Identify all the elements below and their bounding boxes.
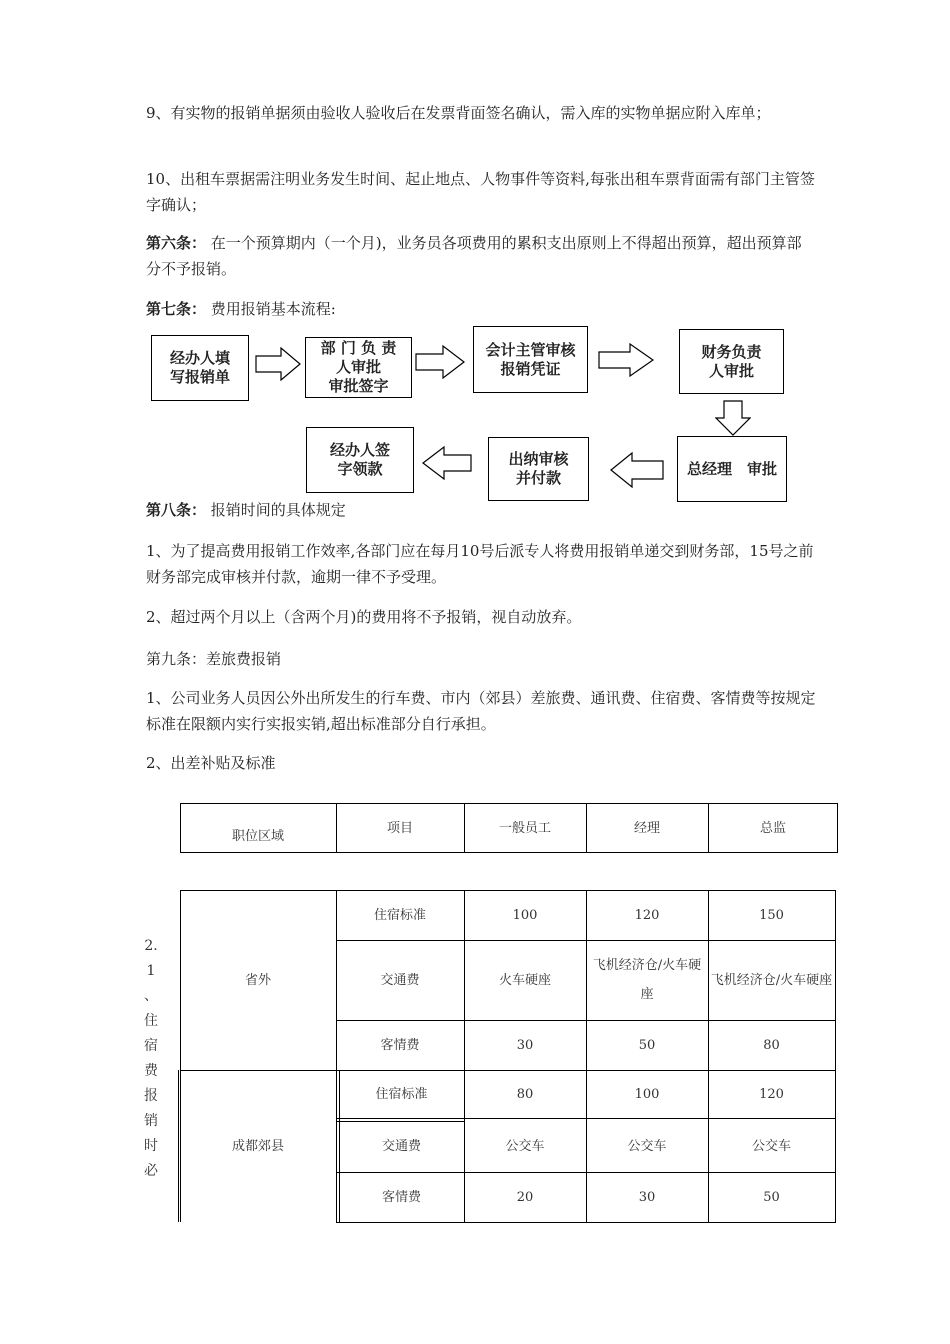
side-char: 2. <box>144 938 158 954</box>
arrow-left-icon <box>422 446 472 480</box>
item-cell: 住宿标准 <box>375 1086 428 1102</box>
side-char: 时 <box>144 1138 158 1154</box>
article-9-item-2: 2、出差补贴及标准 <box>146 754 276 772</box>
side-char: 费 <box>144 1063 158 1079</box>
value-cell: 80 <box>516 1086 534 1102</box>
flow-step-fill-form: 经办人填写报销单 <box>151 335 249 401</box>
flow-step-cashier-payment: 出纳审核并付款 <box>488 437 589 501</box>
arrow-left-icon <box>610 452 664 488</box>
value-cell: 公交车 <box>627 1139 667 1154</box>
flow-step-sign-receive: 经办人签字领款 <box>306 427 414 493</box>
value-cell: 公交车 <box>751 1139 791 1154</box>
value-cell: 50 <box>763 1189 780 1205</box>
side-char: 宿 <box>144 1038 158 1054</box>
article-6-label: 第六条： <box>146 234 207 252</box>
value-cell: 飞机经济仓/火车硬座 <box>592 958 702 1002</box>
value-cell: 公交车 <box>505 1139 545 1154</box>
value-cell: 120 <box>759 1086 784 1102</box>
article-7-label: 第七条： <box>146 300 207 318</box>
clause-9: 9、有实物的报销单据须由验收人验收后在发票背面签名确认，需入库的实物单据应附入库单； <box>146 104 771 122</box>
value-cell: 20 <box>516 1189 534 1205</box>
article-9: 第九条：差旅费报销 <box>146 650 282 668</box>
article-8-text: 报销时间的具体规定 <box>210 501 346 519</box>
side-char: 住 <box>144 1013 158 1029</box>
article-7 <box>146 296 816 322</box>
header-item: 项目 <box>386 820 413 836</box>
value-cell: 飞机经济仓/火车硬座 <box>710 972 833 988</box>
value-cell: 150 <box>759 907 784 923</box>
arrow-down-icon <box>715 400 751 436</box>
arrow-right-icon <box>415 345 465 379</box>
value-cell: 100 <box>634 1086 660 1102</box>
region-chengdu-suburbs: 成都郊县 <box>231 1138 284 1154</box>
clause-10: 10、出租车票据需注明业务发生时间、起止地点、人物事件等资料,每张出租车票背面需有部门主管签字确认； <box>146 170 815 214</box>
article-8-item-2: 2、超过两个月以上（含两个月)的费用将不予报销，视自动放弃。 <box>146 608 582 626</box>
region-outside-province: 省外 <box>244 972 271 988</box>
value-cell: 火车硬座 <box>498 972 551 988</box>
article-7-text: 费用报销基本流程: <box>210 300 336 318</box>
article-6 <box>146 230 816 282</box>
arrow-right-icon <box>255 347 301 381</box>
article-8 <box>146 497 816 523</box>
side-char: 、 <box>144 988 158 1004</box>
item-cell: 客情费 <box>381 1189 421 1205</box>
header-staff: 一般员工 <box>498 820 551 836</box>
value-cell: 80 <box>763 1037 780 1053</box>
article-8-item-1: 1、为了提高费用报销工作效率,各部门应在每月10号后派专人将费用报销单递交到财务部，15号之前财务部完成审核并付款，逾期一律不予受理。 <box>146 542 814 586</box>
header-director: 总监 <box>759 820 786 836</box>
item-cell: 客情费 <box>380 1037 420 1053</box>
flow-step-gm-approval: 总经理 审批 <box>677 436 787 502</box>
flow-step-finance-approval: 财务负责人审批 <box>679 329 784 394</box>
item-cell: 交通费 <box>380 972 420 988</box>
side-char: 报 <box>144 1088 158 1104</box>
flow-step-accounting-review: 会计主管审核报销凭证 <box>473 326 588 393</box>
value-cell: 50 <box>638 1037 656 1053</box>
article-8-label: 第八条： <box>146 501 207 519</box>
value-cell: 30 <box>638 1189 656 1205</box>
item-cell: 住宿标准 <box>373 907 426 923</box>
flow-step-dept-approval: 部 门 负 责 人审批 审批签字 <box>305 337 412 398</box>
article-9-item-1: 1、公司业务人员因公外出所发生的行车费、市内（郊县）差旅费、通讯费、住宿费、客情费等按规定标准在限额内实行实报实销,超出标准部分自行承担。 <box>146 689 816 733</box>
header-position-region: 职位区域 <box>231 829 284 844</box>
value-cell: 120 <box>634 907 660 923</box>
item-cell: 交通费 <box>381 1139 421 1154</box>
article-6-text: 在一个预算期内（一个月)，业务员各项费用的累积支出原则上不得超出预算，超出预算部分不予报销。 <box>146 234 802 278</box>
value-cell: 100 <box>512 907 538 923</box>
header-manager: 经理 <box>633 820 660 836</box>
arrow-right-icon <box>598 343 654 377</box>
value-cell: 30 <box>516 1037 534 1053</box>
side-char: 必 <box>144 1163 158 1179</box>
side-char: 销 <box>144 1113 158 1129</box>
side-char: 1 <box>146 963 156 979</box>
